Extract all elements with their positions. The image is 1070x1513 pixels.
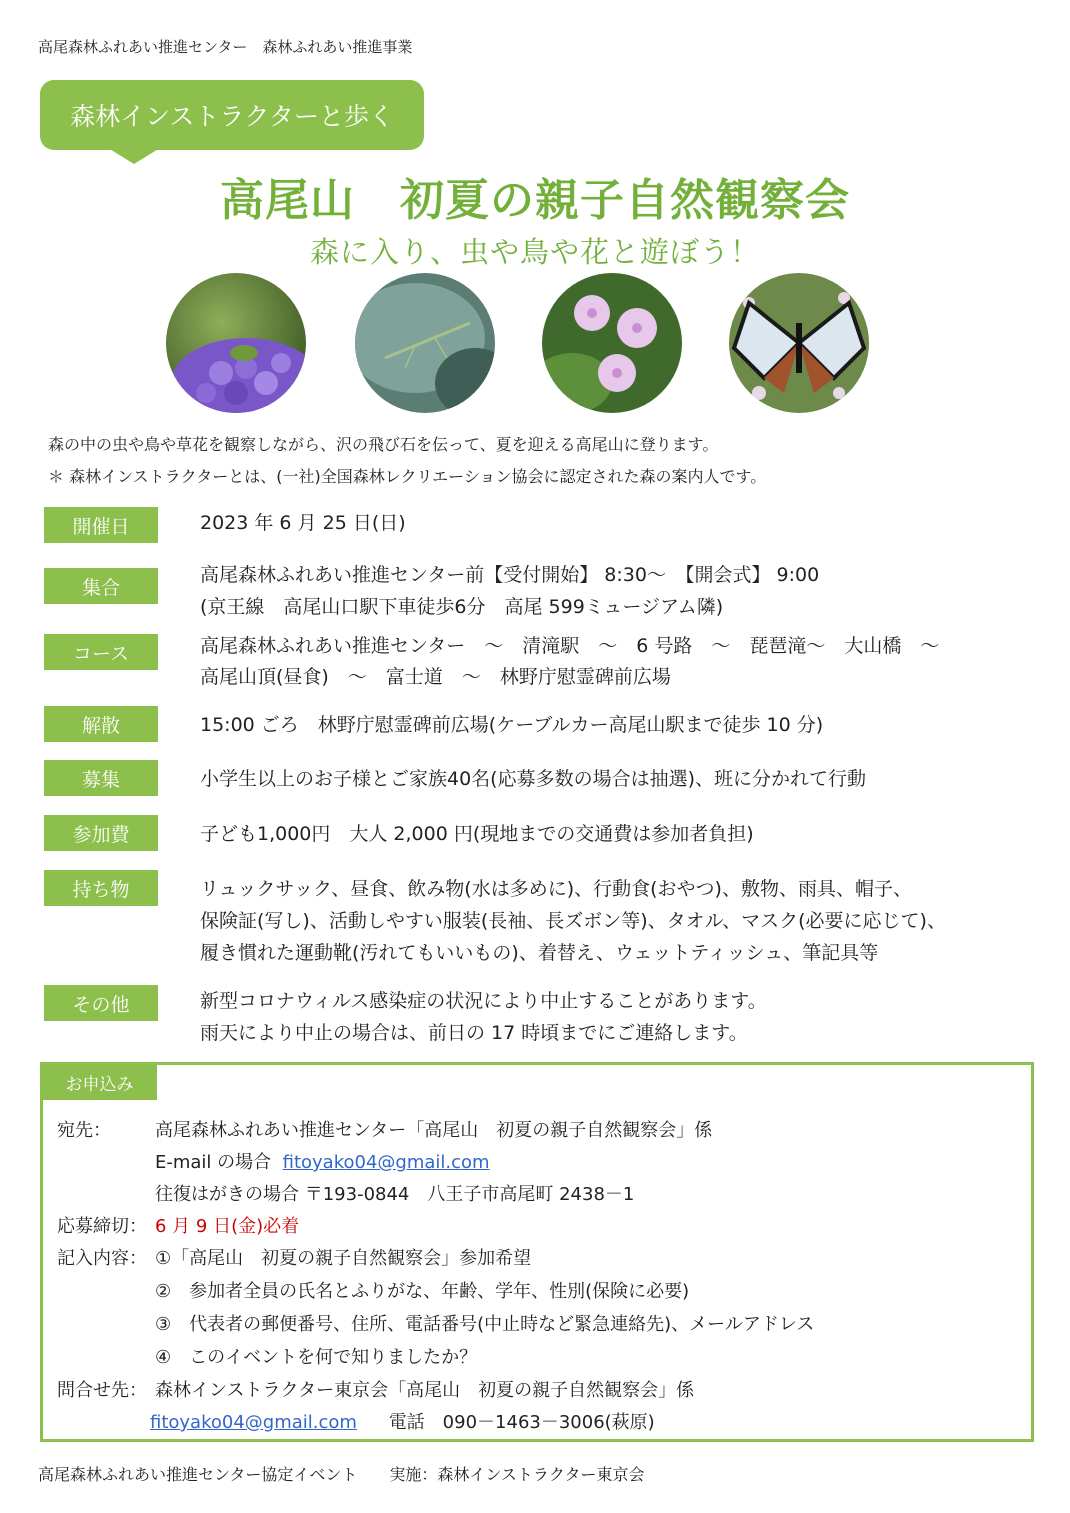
value-items-2: 保険証(写し)、活動しやすい服装(長袖、長ズボン等)、タオル、マスク(必要に応じて)、 [200, 910, 946, 932]
apply-deadline-key: 応募締切： [57, 1216, 147, 1237]
value-other-1: 新型コロナウィルス感染症の状況により中止することがあります。 [200, 990, 767, 1012]
apply-contact-value: 森林インストラクター東京会「高尾山 初夏の親子自然観察会」係 [155, 1380, 695, 1401]
value-other-2: 雨天により中止の場合は、前日の 17 時頃までにご連絡します。 [200, 1022, 748, 1044]
apply-to-key: 宛先： [57, 1120, 111, 1141]
subtitle-bubble: 森林インストラクターと歩く [40, 80, 424, 150]
apply-deadline-value: 6 月 9 日(金)必着 [155, 1216, 300, 1237]
apply-fill-key: 記入内容： [57, 1248, 147, 1269]
apply-postcard: 往復はがきの場合 〒193-0844 八王子市高尾町 2438－1 [155, 1184, 635, 1205]
apply-contact-line [150, 1408, 655, 1434]
contact-phone: 電話 090－1463－3006(萩原) [388, 1412, 655, 1433]
apply-email-prefix: E-mail の場合 [155, 1152, 272, 1173]
application-tab: お申込み [42, 1064, 157, 1100]
page-subtitle: 森に入り、虫や鳥や花と遊ぼう！ [309, 235, 760, 269]
photo-walking-stick [355, 273, 495, 413]
label-dismiss: 解散 [44, 706, 158, 742]
label-items: 持ち物 [44, 870, 158, 906]
value-meet-2: (京王線 高尾山口駅下車徒歩6分 高尾 599ミュージアム隣) [200, 596, 724, 618]
header-organization: 高尾森林ふれあい推進センター 森林ふれあい推進事業 [38, 38, 413, 56]
bubble-tail [108, 148, 160, 164]
value-items-3: 履き慣れた運動靴(汚れてもいいもの)、着替え、ウェットティッシュ、筆記具等 [200, 942, 879, 964]
label-date: 開催日 [44, 507, 158, 543]
footer: 高尾森林ふれあい推進センター協定イベント 実施：森林インストラクター東京会 [38, 1465, 645, 1484]
apply-contact-key: 問合せ先： [57, 1380, 147, 1401]
value-course-1: 高尾森林ふれあい推進センター ～ 清滝駅 ～ 6 号路 ～ 琵琶滝～ 大山橋 ～ [200, 635, 940, 657]
apply-fill-2: ② 参加者全員の氏名とふりがな、年齢、学年、性別(保険に必要) [155, 1281, 690, 1302]
label-other: その他 [44, 985, 158, 1021]
apply-to-value: 高尾森林ふれあい推進センター「高尾山 初夏の親子自然観察会」係 [155, 1120, 713, 1141]
apply-fill-1: ①「高尾山 初夏の親子自然観察会」参加希望 [155, 1248, 532, 1269]
label-fee: 参加費 [44, 815, 158, 851]
value-dismiss: 15:00 ごろ 林野庁慰霊碑前広場(ケーブルカー高尾山駅まで徒歩 10 分) [200, 714, 824, 736]
value-fee: 子ども1,000円 大人 2,000 円(現地までの交通費は参加者負担) [200, 823, 754, 845]
label-meet: 集合 [44, 568, 158, 604]
apply-email-link[interactable]: fitoyako04@gmail.com [282, 1152, 490, 1173]
apply-email-line [155, 1148, 490, 1174]
label-course: コース [44, 634, 158, 670]
apply-fill-3: ③ 代表者の郵便番号、住所、電話番号(中止時など緊急連絡先)、メールアドレス [155, 1314, 815, 1335]
intro-text: 森の中の虫や鳥や草花を観察しながら、沢の飛び石を伝って、夏を迎える高尾山に登ります。 [48, 435, 719, 454]
value-course-2: 高尾山頂(昼食) ～ 富士道 ～ 林野庁慰霊碑前広場 [200, 666, 671, 688]
value-meet-1: 高尾森林ふれあい推進センター前【受付開始】 8:30～ 【開会式】 9:00 [200, 564, 820, 586]
photo-frog-hydrangea [166, 273, 306, 413]
photo-butterfly [729, 273, 869, 413]
value-recruit: 小学生以上のお子様とご家族40名(応募多数の場合は抽選)、班に分かれて行動 [200, 768, 867, 790]
value-items-1: リュックサック、昼食、飲み物(水は多めに)、行動食(おやつ)、敷物、雨具、帽子、 [200, 878, 912, 900]
label-recruit: 募集 [44, 760, 158, 796]
intro-note: ＊ 森林インストラクターとは、(一社)全国森林レクリエーション協会に認定された森の案内人です。 [48, 467, 767, 486]
apply-fill-4: ④ このイベントを何で知りましたか？ [155, 1347, 478, 1368]
photo-pink-flowers [542, 273, 682, 413]
contact-email-link[interactable]: fitoyako04@gmail.com [150, 1412, 357, 1433]
value-date: 2023 年 6 月 25 日(日) [200, 512, 406, 534]
page-title: 高尾山 初夏の親子自然観察会 [220, 175, 850, 226]
